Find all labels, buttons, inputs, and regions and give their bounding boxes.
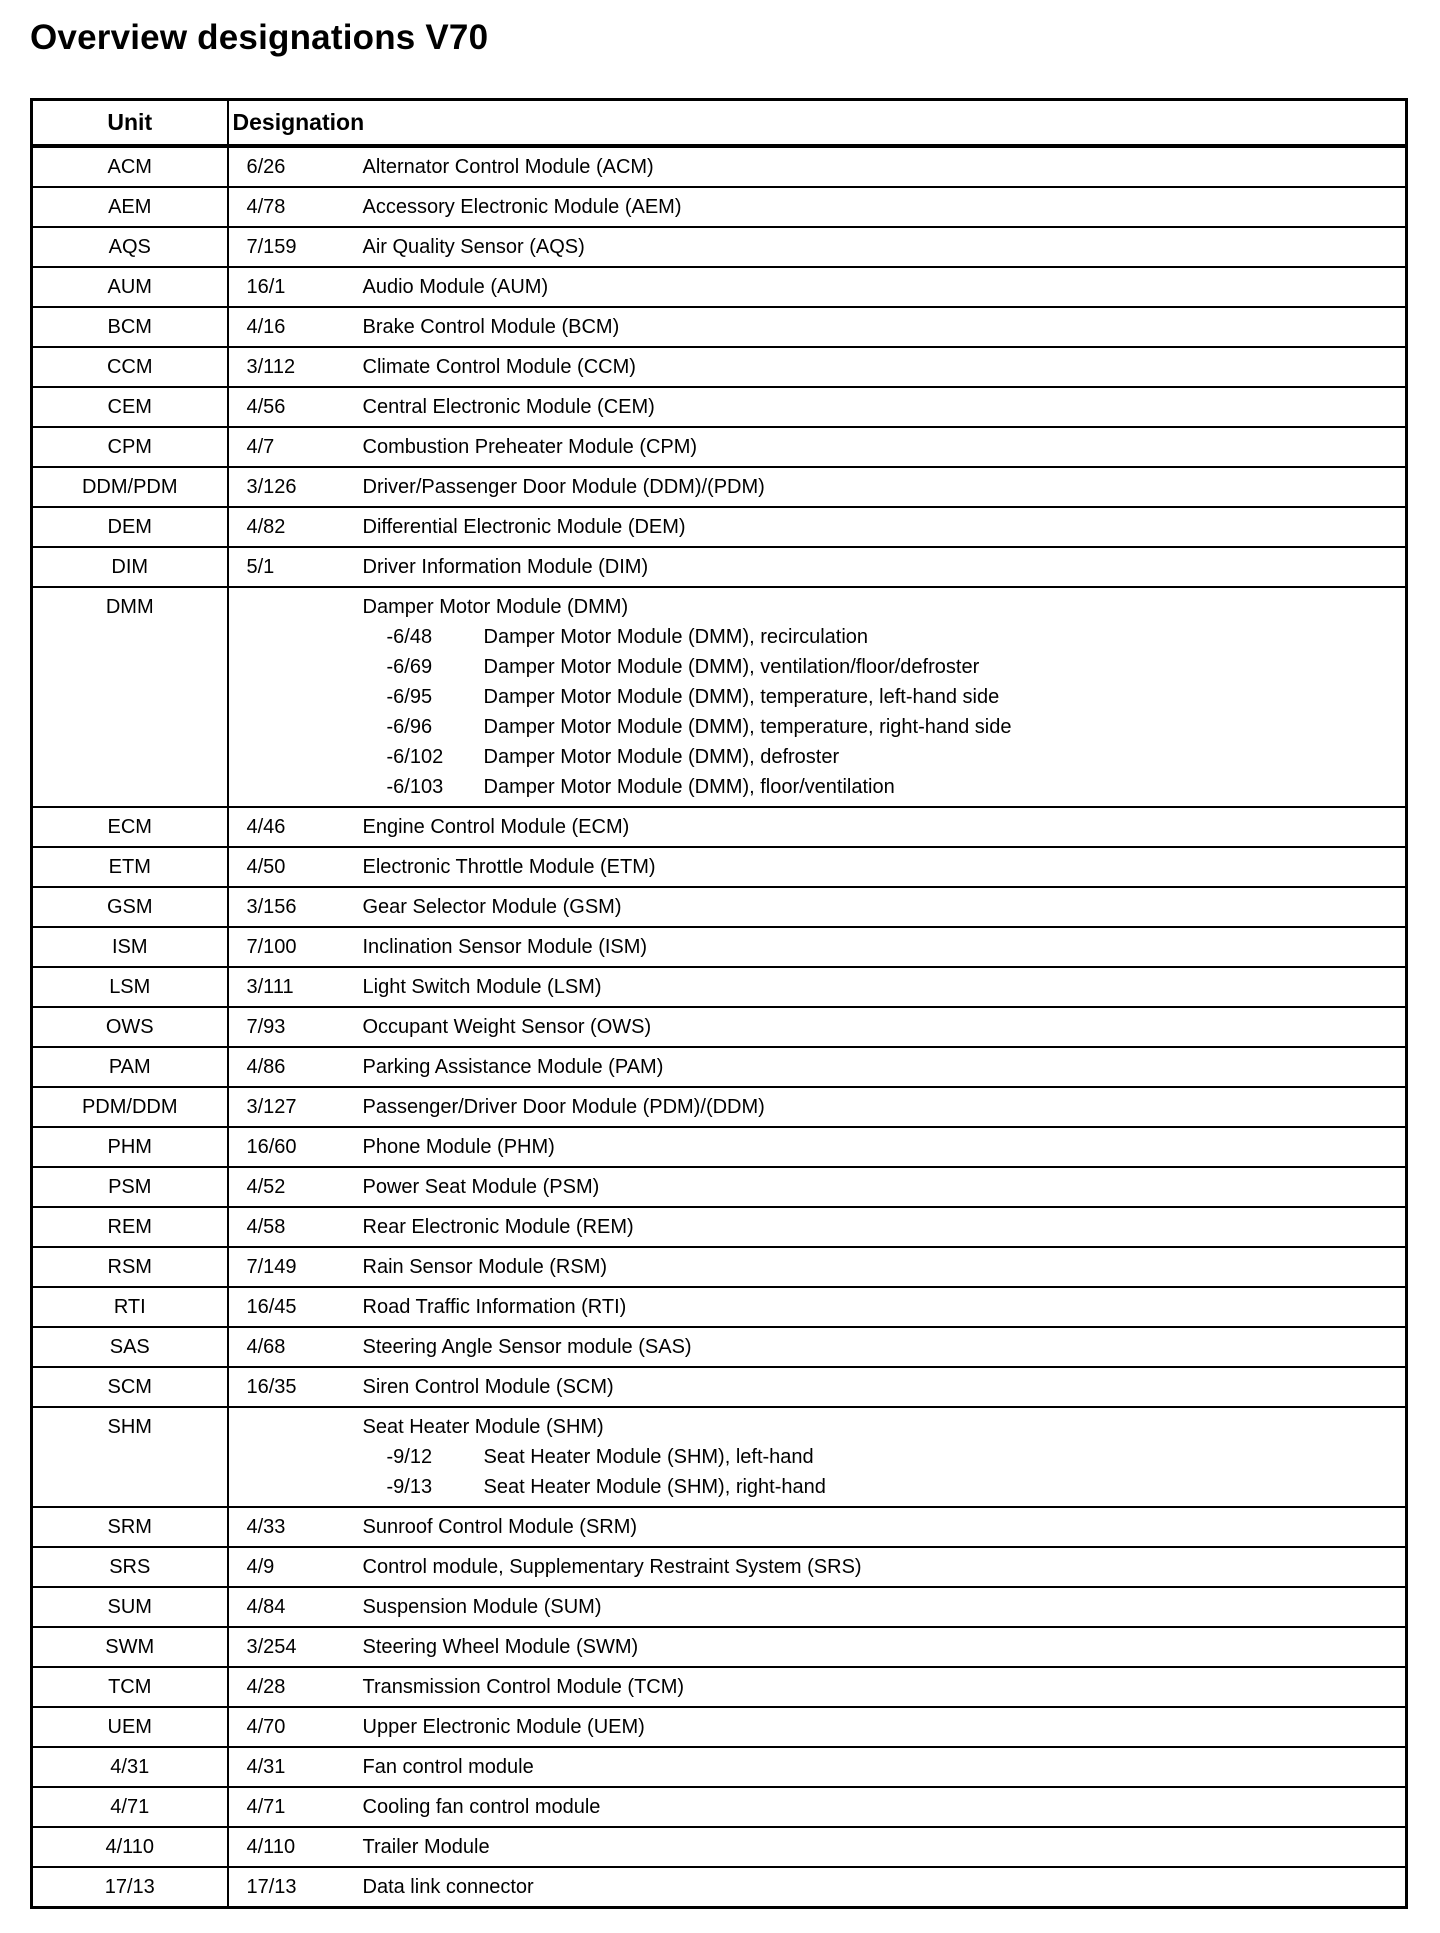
designation-main-line [247,1595,1396,1619]
designation-cell [228,1407,1407,1507]
table-row [32,267,1407,307]
designation-text: Seat Heater Module (SHM), left-hand [483,1446,814,1468]
unit-cell: GSM [32,887,228,927]
designation-text: Damper Motor Module (DMM), temperature, left-hand side [483,686,1000,708]
component-number: 4/82 [246,516,286,538]
designation-text: Rear Electronic Module (REM) [362,1216,634,1238]
table-row [32,1127,1407,1167]
component-number: 4/84 [246,1596,286,1618]
designation-text: Power Seat Module (PSM) [362,1176,600,1198]
table-row [32,547,1407,587]
table-row [32,1287,1407,1327]
component-number: -6/103 [386,776,444,798]
component-number [247,595,363,619]
page-title: Overview designations V70 [30,18,489,57]
designation-text: Accessory Electronic Module (AEM) [362,196,682,218]
unit-cell: 4/71 [32,1787,228,1827]
designation-main-line [247,1415,1396,1439]
unit-cell: AQS [32,227,228,267]
designation-cell [228,1867,1407,1908]
designation-text: Damper Motor Module (DMM) [362,596,629,618]
component-number: 16/1 [246,276,286,298]
designation-text: Inclination Sensor Module (ISM) [362,936,648,958]
component-number: -9/12 [386,1446,433,1468]
component-number: 7/149 [246,1256,297,1278]
designation-text: Phone Module (PHM) [362,1136,555,1158]
designation-text: Damper Motor Module (DMM), defroster [483,746,840,768]
unit-cell: TCM [32,1667,228,1707]
component-number: -6/48 [386,626,433,648]
designation-sub-line [247,1475,1396,1499]
table-row [32,1867,1407,1908]
component-number: 3/112 [246,356,296,378]
designation-cell [228,467,1407,507]
designation-cell [228,1547,1407,1587]
designation-main-line [247,275,1396,299]
designation-cell [228,507,1407,547]
designation-cell [228,1127,1407,1167]
table-row [32,1787,1407,1827]
designation-cell [228,1507,1407,1547]
unit-cell: SCM [32,1367,228,1407]
designation-main-line [247,435,1396,459]
designation-main-line [247,1095,1396,1119]
unit-cell: OWS [32,1007,228,1047]
designation-cell [228,1327,1407,1367]
component-number: 7/93 [246,1016,286,1038]
table-row [32,467,1407,507]
designation-main-line [247,595,1396,619]
designation-main-line [247,235,1396,259]
table-row [32,1627,1407,1667]
table-header-row [32,100,1407,147]
designation-text: Occupant Weight Sensor (OWS) [362,1016,652,1038]
designation-text: Differential Electronic Module (DEM) [362,516,686,538]
component-number: 17/13 [246,1876,297,1898]
unit-cell: 17/13 [32,1867,228,1908]
designation-cell [228,927,1407,967]
designation-text: Road Traffic Information (RTI) [362,1296,627,1318]
designation-main-line [247,855,1396,879]
designation-text: Damper Motor Module (DMM), recirculation [483,626,869,648]
designation-cell [228,1207,1407,1247]
designation-text: Driver/Passenger Door Module (DDM)/(PDM) [362,476,765,498]
designation-sub-line [247,655,1396,679]
designation-text: Steering Wheel Module (SWM) [362,1636,639,1658]
designation-main-line [247,975,1396,999]
designation-main-line [247,555,1396,579]
designation-text: Gear Selector Module (GSM) [362,896,622,918]
designation-cell [228,1627,1407,1667]
table-row [32,1207,1407,1247]
designation-cell [228,1707,1407,1747]
designation-main-line [247,475,1396,499]
designation-cell [228,547,1407,587]
component-number: 3/126 [246,476,297,498]
designation-text: Passenger/Driver Door Module (PDM)/(DDM) [362,1096,765,1118]
component-number: 3/127 [246,1096,297,1118]
component-number: 3/111 [246,976,294,998]
designation-main-line [247,895,1396,919]
designation-text: Light Switch Module (LSM) [362,976,602,998]
unit-cell: SWM [32,1627,228,1667]
designation-cell [228,1047,1407,1087]
unit-cell: CCM [32,347,228,387]
designation-main-line [247,1375,1396,1399]
designation-cell [228,1827,1407,1867]
component-number: 16/35 [246,1376,297,1398]
table-row [32,1507,1407,1547]
unit-cell: SRS [32,1547,228,1587]
table-row [32,146,1407,187]
table-row [32,1367,1407,1407]
designation-main-line [247,1175,1396,1199]
component-number: 3/156 [246,896,297,918]
designation-text: Damper Motor Module (DMM), temperature, right-hand side [483,716,1012,738]
designation-text: Steering Angle Sensor module (SAS) [362,1336,692,1358]
designation-cell [228,387,1407,427]
unit-cell: DIM [32,547,228,587]
designation-main-line [247,1835,1396,1859]
table-row [32,1327,1407,1367]
table-row [32,1247,1407,1287]
component-number: 4/52 [246,1176,286,1198]
designation-sub-line [247,745,1396,769]
unit-cell: CEM [32,387,228,427]
table-row [32,1047,1407,1087]
component-number: -9/13 [386,1476,433,1498]
component-number: 4/9 [246,1556,275,1578]
designation-text: Data link connector [362,1876,534,1898]
designation-cell [228,146,1407,187]
table-row [32,387,1407,427]
unit-cell: PSM [32,1167,228,1207]
designation-cell [228,1087,1407,1127]
unit-cell: PHM [32,1127,228,1167]
designation-text: Trailer Module [362,1836,490,1858]
designation-cell [228,1587,1407,1627]
unit-cell: AUM [32,267,228,307]
designation-main-line [247,1215,1396,1239]
designation-sub-line [247,775,1396,799]
designation-text: Engine Control Module (ECM) [362,816,630,838]
table-row [32,847,1407,887]
designation-text: Combustion Preheater Module (CPM) [362,436,698,458]
designation-main-line [247,155,1396,179]
table-row [32,507,1407,547]
designation-main-line [247,935,1396,959]
designation-main-line [247,355,1396,379]
designation-main-line [247,1055,1396,1079]
designation-text: Control module, Supplementary Restraint System (SRS) [362,1556,862,1578]
designation-main-line [247,1015,1396,1039]
designation-main-line [247,1675,1396,1699]
component-number: 4/50 [246,856,286,878]
table-row [32,1407,1407,1507]
designation-main-line [247,1295,1396,1319]
component-number: -6/95 [386,686,433,708]
component-number: 4/56 [246,396,286,418]
designation-cell [228,267,1407,307]
designation-text: Siren Control Module (SCM) [362,1376,614,1398]
designation-cell [228,1747,1407,1787]
designation-text: Brake Control Module (BCM) [362,316,620,338]
unit-cell: 4/31 [32,1747,228,1787]
component-number: -6/102 [386,746,444,768]
component-number: 5/1 [246,556,275,578]
designation-sub-line [247,715,1396,739]
component-number: 16/60 [246,1136,297,1158]
designation-main-line [247,1335,1396,1359]
designation-main-line [247,515,1396,539]
designation-text: Electronic Throttle Module (ETM) [362,856,656,878]
component-number: 6/26 [246,156,286,178]
unit-cell: ACM [32,146,228,187]
designation-main-line [247,1635,1396,1659]
designation-main-line [247,1135,1396,1159]
designation-sub-line [247,685,1396,709]
designation-text: Alternator Control Module (ACM) [362,156,654,178]
table-row [32,307,1407,347]
unit-cell: AEM [32,187,228,227]
component-number: 4/46 [246,816,286,838]
designation-cell [228,1167,1407,1207]
table-body [32,146,1407,1908]
designation-column-header: Designation [228,100,1407,147]
table-row [32,1167,1407,1207]
component-number: 4/86 [246,1056,286,1078]
designation-cell [228,1287,1407,1327]
unit-cell: CPM [32,427,228,467]
designation-cell [228,887,1407,927]
table-row [32,1087,1407,1127]
component-number: -6/69 [386,656,433,678]
designation-cell [228,427,1407,467]
table-row [32,1007,1407,1047]
designation-main-line [247,315,1396,339]
unit-cell: UEM [32,1707,228,1747]
designation-cell [228,967,1407,1007]
designation-text: Suspension Module (SUM) [362,1596,602,1618]
designations-table [30,98,1408,1909]
table-row [32,927,1407,967]
designation-text: Damper Motor Module (DMM), ventilation/floor/defroster [483,656,980,678]
component-number: 4/78 [246,196,286,218]
designation-text: Seat Heater Module (SHM) [362,1416,604,1438]
designation-main-line [247,1715,1396,1739]
component-number: 4/33 [246,1516,286,1538]
designation-text: Sunroof Control Module (SRM) [362,1516,638,1538]
designation-text: Seat Heater Module (SHM), right-hand [483,1476,826,1498]
designation-text: Driver Information Module (DIM) [362,556,649,578]
component-number: 4/28 [246,1676,286,1698]
designation-main-line [247,195,1396,219]
table-row [32,1707,1407,1747]
designation-text: Damper Motor Module (DMM), floor/ventilation [483,776,895,798]
designation-text: Transmission Control Module (TCM) [362,1676,685,1698]
unit-cell: BCM [32,307,228,347]
component-number: 7/100 [246,936,297,958]
component-number [247,1415,363,1439]
unit-cell: PDM/DDM [32,1087,228,1127]
component-number: 4/16 [246,316,286,338]
component-number: 4/110 [246,1836,296,1858]
designation-main-line [247,815,1396,839]
designation-cell [228,187,1407,227]
designation-text: Audio Module (AUM) [362,276,549,298]
unit-cell: SUM [32,1587,228,1627]
component-number: 4/31 [246,1756,286,1778]
designation-main-line [247,1795,1396,1819]
designation-text: Cooling fan control module [362,1796,601,1818]
designation-main-line [247,1555,1396,1579]
designation-cell [228,307,1407,347]
table-row [32,1667,1407,1707]
designation-sub-line [247,1445,1396,1469]
unit-cell: 4/110 [32,1827,228,1867]
unit-cell: SRM [32,1507,228,1547]
table-row [32,967,1407,1007]
designation-cell [228,1787,1407,1827]
table-row [32,347,1407,387]
table-row [32,1547,1407,1587]
designation-text: Parking Assistance Module (PAM) [362,1056,664,1078]
unit-column-header: Unit [32,100,228,147]
designation-sub-line [247,625,1396,649]
designation-text: Air Quality Sensor (AQS) [362,236,585,258]
unit-cell: SAS [32,1327,228,1367]
table-row [32,187,1407,227]
designation-main-line [247,1875,1396,1899]
component-number: 4/68 [246,1336,286,1358]
designation-main-line [247,395,1396,419]
designation-text: Upper Electronic Module (UEM) [362,1716,645,1738]
designation-text: Climate Control Module (CCM) [362,356,636,378]
designation-cell [228,1007,1407,1047]
unit-cell: PAM [32,1047,228,1087]
component-number: 4/7 [246,436,275,458]
designation-cell [228,587,1407,807]
component-number: 4/70 [246,1716,286,1738]
component-number: 3/254 [246,1636,297,1658]
designation-cell [228,347,1407,387]
unit-cell: DEM [32,507,228,547]
designation-cell [228,807,1407,847]
table-row [32,807,1407,847]
designation-main-line [247,1755,1396,1779]
unit-cell: REM [32,1207,228,1247]
component-number: 4/58 [246,1216,286,1238]
unit-cell: SHM [32,1407,228,1507]
unit-cell: ETM [32,847,228,887]
unit-cell: RTI [32,1287,228,1327]
table-row [32,427,1407,467]
component-number: 16/45 [246,1296,297,1318]
unit-cell: DDM/PDM [32,467,228,507]
table-header [32,100,1407,147]
designation-text: Central Electronic Module (CEM) [362,396,655,418]
designation-cell [228,1367,1407,1407]
designation-cell [228,847,1407,887]
unit-cell: LSM [32,967,228,1007]
table-row [32,1747,1407,1787]
designation-cell [228,227,1407,267]
table-row [32,887,1407,927]
designation-cell [228,1247,1407,1287]
designation-text: Fan control module [362,1756,534,1778]
table-row [32,587,1407,807]
table-row [32,227,1407,267]
table-row [32,1587,1407,1627]
unit-cell: ISM [32,927,228,967]
table-row [32,1827,1407,1867]
designation-main-line [247,1515,1396,1539]
component-number: 4/71 [246,1796,286,1818]
unit-cell: ECM [32,807,228,847]
unit-cell: RSM [32,1247,228,1287]
component-number: 7/159 [246,236,297,258]
designation-cell [228,1667,1407,1707]
component-number: -6/96 [386,716,433,738]
designation-text: Rain Sensor Module (RSM) [362,1256,608,1278]
designation-main-line [247,1255,1396,1279]
unit-cell: DMM [32,587,228,807]
